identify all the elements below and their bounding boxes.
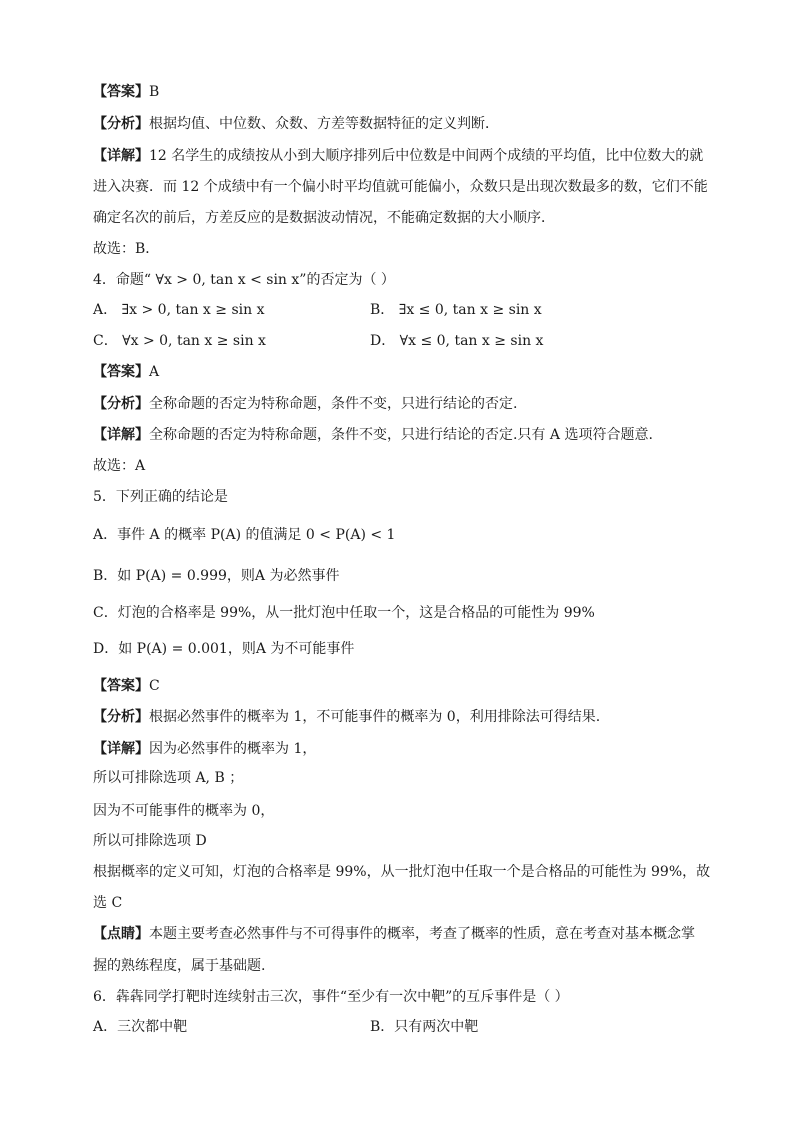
q5-detail-line-6: 选 C: [93, 895, 123, 911]
answer-value: C: [149, 678, 160, 694]
analysis-tag: 【分析】: [93, 396, 149, 412]
q4-stem: 4．命题“ ∀x > 0, tan x < sin x”的否定为（ ）: [93, 272, 395, 288]
answer-value: A: [149, 364, 160, 380]
q4-option-c: C． ∀x > 0, tan x ≥ sin x: [93, 333, 266, 349]
q3-analysis: [93, 114, 499, 134]
q4-option-a: A． ∃x > 0, tan x ≥ sin x: [93, 302, 265, 318]
q5-stem: 5．下列正确的结论是: [93, 489, 228, 505]
q5-option-a: A．事件 A 的概率 P(A) 的值满足 0 < P(A) < 1: [93, 527, 396, 543]
q3-detail-line-3: 确定名次的前后，方差反应的是数据波动情况，不能确定数据的大小顺序．: [93, 210, 555, 226]
detail-text: 全称命题的否定为特称命题，条件不变，只进行结论的否定.只有 A 选项符合题意.: [149, 427, 653, 443]
analysis-text: 根据均值、中位数、众数、方差等数据特征的定义判断．: [149, 116, 499, 132]
analysis-text: 根据必然事件的概率为 1，不可能事件的概率为 0，利用排除法可得结果.: [149, 709, 601, 725]
detail-text: 因为必然事件的概率为 1，: [149, 741, 317, 757]
q4-choice: 故选：A: [93, 458, 146, 474]
q4-analysis: [93, 394, 517, 414]
analysis-tag: 【分析】: [93, 709, 149, 725]
q6-option-b: B．只有两次中靶: [370, 1019, 479, 1035]
q3-answer: [93, 82, 159, 102]
q5-comment-line-2: 握的熟练程度，属于基础题.: [93, 958, 266, 974]
q6-option-a: A．三次都中靶: [93, 1019, 188, 1035]
q5-option-b: B．如 P(A) = 0.999，则A 为必然事件: [93, 568, 340, 584]
q4-option-b: B． ∃x ≤ 0, tan x ≥ sin x: [370, 302, 542, 318]
q5-option-c: C．灯泡的合格率是 99%，从一批灯泡中任取一个，这是合格品的可能性为 99%: [93, 605, 595, 621]
answer-value: B: [149, 84, 160, 100]
q5-detail-line-2: 所以可排除选项 A, B ；: [93, 770, 244, 786]
q5-option-d: D．如 P(A) = 0.001，则A 为不可能事件: [93, 641, 355, 657]
q5-analysis: [93, 707, 600, 727]
q3-choice: 故选：B．: [93, 241, 160, 257]
analysis-tag: 【分析】: [93, 116, 149, 132]
q5-comment-line-1: [93, 924, 695, 944]
q5-detail-line-5: 根据概率的定义可知，灯泡的合格率是 99%，从一批灯泡中任取一个是合格品的可能性为 99%，故: [93, 864, 711, 880]
answer-tag: 【答案】: [93, 84, 149, 100]
q4-answer: [93, 362, 159, 382]
answer-tag: 【答案】: [93, 364, 149, 380]
analysis-text: 全称命题的否定为特称命题，条件不变，只进行结论的否定.: [149, 396, 518, 412]
q4-option-d: D． ∀x ≤ 0, tan x ≥ sin x: [370, 333, 544, 349]
comment-tag: 【点睛】: [93, 926, 149, 942]
detail-tag: 【详解】: [93, 148, 149, 164]
comment-text: 本题主要考查必然事件与不可得事件的概率，考查了概率的性质，意在考查对基本概念掌: [149, 926, 695, 942]
q5-answer: [93, 676, 160, 696]
q4-detail: [93, 425, 653, 445]
detail-tag: 【详解】: [93, 741, 149, 757]
answer-tag: 【答案】: [93, 678, 149, 694]
q3-detail-line-2: 进入决赛．而 12 个成绩中有一个偏小时平均值就可能偏小，众数只是出现次数最多的数，它们不能: [93, 179, 708, 195]
q5-detail-line-4: 所以可排除选项 D: [93, 833, 207, 849]
q6-stem: 6．犇犇同学打靶时连续射击三次，事件“至少有一次中靶”的互斥事件是（ ）: [93, 989, 569, 1005]
q5-detail-line-3: 因为不可能事件的概率为 0，: [93, 803, 275, 819]
q5-detail-line-1: [93, 739, 316, 759]
q3-detail-line-1: [93, 146, 703, 166]
detail-tag: 【详解】: [93, 427, 149, 443]
detail-text: 12 名学生的成绩按从小到大顺序排列后中位数是中间两个成绩的平均值，比中位数大的就: [149, 148, 704, 164]
